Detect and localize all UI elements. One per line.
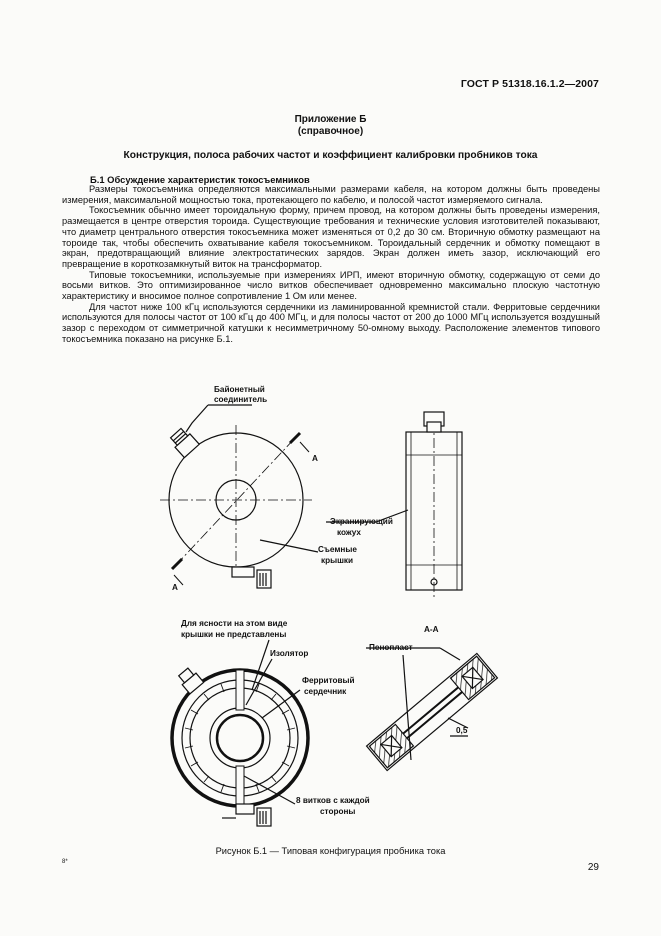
sheet-mark: 8* xyxy=(62,859,68,865)
annex-type: (справочное) xyxy=(297,126,364,137)
section-aa xyxy=(366,648,497,771)
covers-label: Съемные xyxy=(318,545,357,554)
side-view xyxy=(326,412,462,600)
page-number: 29 xyxy=(587,862,599,873)
shield-label: Экранирующий xyxy=(330,517,393,526)
note-label: крышки не представлены xyxy=(181,630,287,639)
bayonet-connector xyxy=(168,426,199,457)
covers-label: крышки xyxy=(321,556,354,565)
annex-title: Приложение Б xyxy=(294,114,367,125)
paragraph: Типовые токосъемники, используемые при измерениях ИРП, имеют вторичную обмотку, содержащую от семи до восьми витков. Это оптимизированное число витков обеспечивает одновременно максимально плоскую частотную характеристику и вносимое полное сопротивление 1 Ом или менее. xyxy=(62,269,600,302)
section-mark-a: А xyxy=(312,454,318,463)
turns-label: стороны xyxy=(320,807,356,816)
note-label: Для ясности на этом виде xyxy=(181,619,288,628)
section-mark-a: А xyxy=(172,583,178,592)
ferrite-label: сердечник xyxy=(304,687,347,696)
paragraph: Для частот ниже 100 кГц используются сердечники из ламинированной кремнистой стали. Ферритовые сердечники используются для полосы частот от 100 кГц до 400 МГц, и для полосы частот от 200 до 1000 МГц используется воздушный зазор с переходом от симметричной катушки к несимметричному 50-омному выходу. Расположение элементов типового токосъемника показано на рисунке Б.1. xyxy=(62,301,600,344)
paragraph: Токосъемник обычно имеет тороидальную форму, причем провод, на котором должны быть проведены измерения, размещается в центре отверстия тороида. Существующие требования и технические условия изготовителей показывают, что диаметр центрального отверстия токосъемника может изменяться от 0,2 до 30 см. Вторичную обмотку размещают на тороиде так, чтобы обеспечить охватывание кабеля токосъемником. Тороидальный сердечник и обмотку помещают в экран, предотвращающий влияние электростатических зарядов. Экран должен иметь зазор, исключающий его превращение в короткозамкнутый виток на трансформатор. xyxy=(62,205,600,269)
figure-caption: Рисунок Б.1 — Типовая конфигурация пробника тока xyxy=(215,846,446,856)
shield-label: кожух xyxy=(337,528,361,537)
ferrite-label: Ферритовый xyxy=(302,676,355,685)
standard-header: ГОСТ Р 51318.16.1.2—2007 xyxy=(460,78,599,90)
internal-view xyxy=(172,640,308,826)
front-view xyxy=(160,405,318,588)
foam-label: Пенопласт xyxy=(369,643,413,652)
main-title: Конструкция, полоса рабочих частот и коэффициент калибровки пробников тока xyxy=(123,150,538,161)
insulator-label: Изолятор xyxy=(270,649,309,658)
figure-b1 xyxy=(0,195,661,845)
turns-label: 8 витков с каждой xyxy=(296,796,370,805)
bayonet-label: Байонетный xyxy=(214,385,265,394)
paragraph: Размеры токосъемника определяются максимальными размерами кабеля, на котором должны быть проведены измерения, максимальной мощностью тока, протекающего по кабелю, и полосой частот измеряемого сигнала. xyxy=(62,184,600,205)
bayonet-label: соединитель xyxy=(214,395,268,404)
section-heading: Б.1 Обсуждение характеристик токосъемников xyxy=(90,174,310,185)
gap-label: 0,5 xyxy=(456,726,468,735)
section-title: А-А xyxy=(424,625,439,634)
